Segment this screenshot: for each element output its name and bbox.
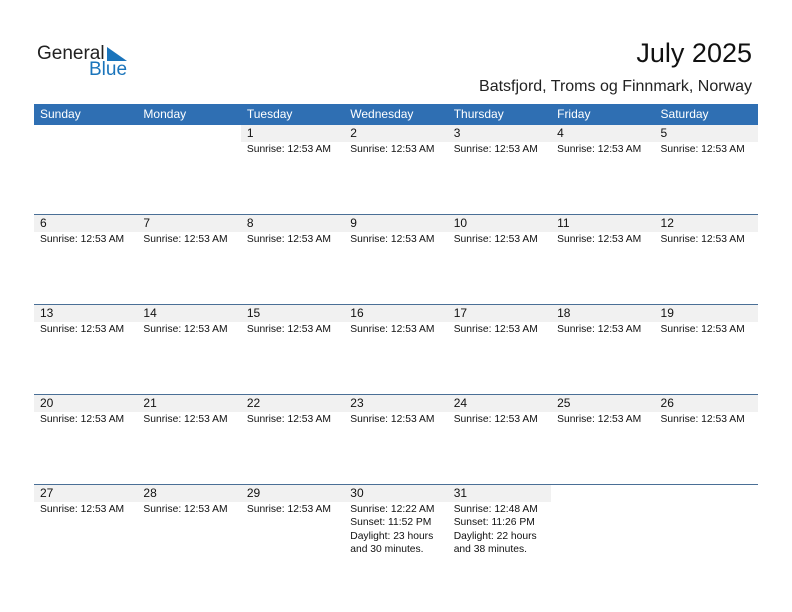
day-cell [137,485,240,574]
weekday-wednesday: Wednesday [350,107,414,121]
day-info-line: Sunrise: 12:53 AM [40,324,125,335]
day-number: 25 [557,396,571,410]
empty-cell [655,485,758,574]
day-number: 30 [350,486,364,500]
day-cell [655,305,758,394]
day-info-line: Sunset: 11:52 PM [350,517,432,529]
day-cell [448,395,551,484]
day-number: 3 [453,126,461,140]
day-cell [344,485,447,574]
weekday-sunday: Sunday [40,107,81,121]
day-info-line: Sunrise: 12:53 AM [350,324,435,335]
day-cell [344,305,447,394]
day-number: 28 [143,486,157,500]
week-row [34,484,758,574]
weekday-monday: Monday [143,107,187,121]
day-number: 4 [557,126,564,140]
day-number: 14 [143,306,157,320]
day-info-line: Sunrise: 12:53 AM [40,234,125,245]
day-info-line: Sunrise: 12:53 AM [143,234,228,245]
day-cell [137,395,240,484]
day-info-line: Sunrise: 12:53 AM [453,414,538,425]
day-info-line: Daylight: 23 hours [350,530,434,542]
day-cell [344,395,447,484]
day-cell [551,395,654,484]
day-info-line: Sunrise: 12:22 AM [350,504,435,515]
day-number: 11 [557,216,570,230]
weekday-thursday: Thursday [453,107,504,121]
day-number: 26 [660,396,674,410]
day-cell [344,125,447,214]
day-cell [551,305,654,394]
day-info-line: Sunrise: 12:53 AM [557,234,642,245]
day-info-line: Sunrise: 12:53 AM [350,144,435,155]
day-info-line: Sunrise: 12:53 AM [143,504,228,515]
day-cell [551,215,654,304]
day-info-line: Sunrise: 12:53 AM [557,144,642,155]
week-row [34,304,758,394]
day-cell [448,305,551,394]
day-cell [34,215,137,304]
day-info-line: Sunrise: 12:53 AM [246,324,331,335]
day-cell [34,485,137,574]
day-cell [34,395,137,484]
day-number: 7 [143,216,151,230]
day-info-line: Sunrise: 12:53 AM [660,144,745,155]
day-info-line: Sunrise: 12:53 AM [246,414,331,425]
weekday-friday: Friday [557,107,591,121]
day-info-line: and 30 minutes. [350,543,424,555]
weekday-tuesday: Tuesday [246,107,293,121]
logo-blue: Blue [89,59,128,80]
day-cell [34,305,137,394]
day-cell [241,395,344,484]
day-cell [241,125,344,214]
calendar-grid [34,104,758,574]
day-cell [655,215,758,304]
day-info-line: Sunrise: 12:53 AM [453,234,538,245]
day-info-line: Sunrise: 12:53 AM [350,234,435,245]
day-number: 17 [453,306,468,320]
day-number: 10 [453,216,468,230]
day-number: 13 [40,306,54,320]
day-number: 24 [453,396,468,410]
day-number: 15 [246,306,261,320]
logo [37,43,137,83]
week-row [34,125,758,214]
page-title: July 2025 [636,38,752,68]
day-cell [655,395,758,484]
day-info-line: Sunrise: 12:53 AM [143,324,228,335]
day-info-line: Sunrise: 12:53 AM [246,234,331,245]
day-number: 29 [246,486,261,500]
logo-general: General [37,43,105,64]
week-row [34,394,758,484]
day-number: 21 [143,396,157,410]
day-cell [655,125,758,214]
day-info-line: Sunrise: 12:53 AM [143,414,228,425]
day-info-line: Sunset: 11:26 PM [453,517,535,529]
day-cell [448,485,551,574]
weekday-header [34,104,758,125]
day-info-line: Sunrise: 12:53 AM [246,144,331,155]
day-cell [344,215,447,304]
day-cell [241,485,344,574]
day-number: 31 [453,486,468,500]
day-number: 12 [660,216,674,230]
day-cell [551,125,654,214]
day-cell [137,305,240,394]
day-info-line: Sunrise: 12:53 AM [660,414,745,425]
day-cell [137,215,240,304]
day-cell [241,215,344,304]
day-info-line: Sunrise: 12:53 AM [40,414,125,425]
day-info-line: Sunrise: 12:53 AM [660,234,745,245]
day-info-line: Sunrise: 12:53 AM [453,144,538,155]
day-info-line: Sunrise: 12:53 AM [246,504,331,515]
weekday-saturday: Saturday [660,107,709,121]
day-number: 2 [350,126,357,140]
empty-cell [34,125,137,214]
day-number: 27 [40,486,54,500]
day-number: 16 [350,306,364,320]
day-cell [241,305,344,394]
day-cell [448,215,551,304]
day-info-line: Sunrise: 12:53 AM [557,324,642,335]
day-number: 20 [40,396,54,410]
day-number: 18 [557,306,571,320]
day-info-line: Sunrise: 12:53 AM [40,504,125,515]
day-number: 19 [660,306,674,320]
location-subtitle: Batsfjord, Troms og Finnmark, Norway [479,78,752,95]
day-number: 6 [40,216,47,230]
day-info-line: Sunrise: 12:53 AM [453,324,538,335]
day-cell [448,125,551,214]
day-number: 23 [350,396,364,410]
day-number: 22 [246,396,261,410]
empty-cell [137,125,240,214]
empty-cell [551,485,654,574]
day-info-line: Daylight: 22 hours [453,530,537,542]
day-info-line: Sunrise: 12:53 AM [660,324,745,335]
day-number: 8 [246,216,254,230]
week-row [34,214,758,304]
day-number: 5 [660,126,668,140]
day-number: 1 [246,126,254,140]
day-number: 9 [350,216,357,230]
day-info-line: Sunrise: 12:48 AM [453,504,538,515]
day-info-line: and 38 minutes. [453,543,527,555]
day-info-line: Sunrise: 12:53 AM [557,414,642,425]
day-info-line: Sunrise: 12:53 AM [350,414,435,425]
